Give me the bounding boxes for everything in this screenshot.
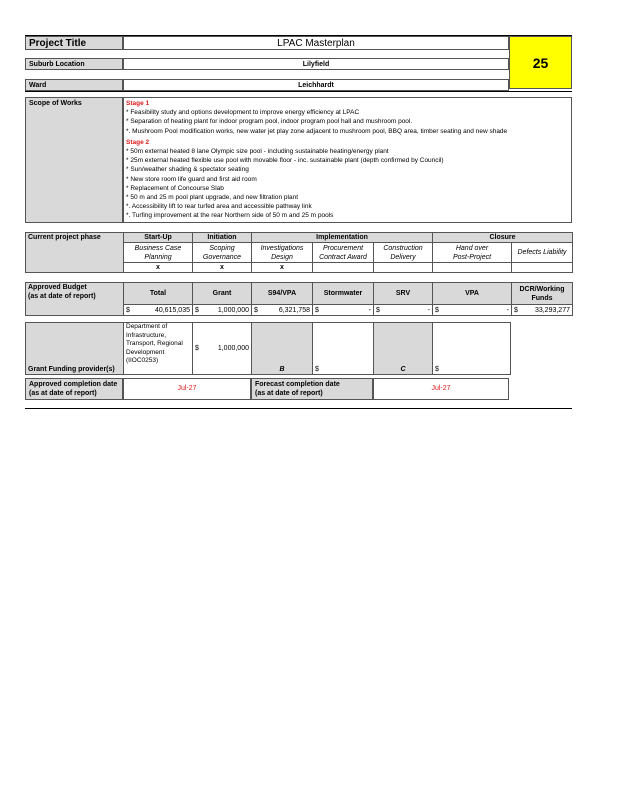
stage2-item: * New store room life guard and first aid room — [126, 175, 257, 183]
phase-stage — [512, 243, 573, 263]
budget-value: 6,321,758 — [278, 306, 310, 314]
phase-stage-line1: Hand over — [455, 244, 489, 252]
budget-header: Total — [124, 283, 193, 305]
stage1-item: * Separation of heating plant for indoor program pool, indoor program pool hall and mushroom pool. — [126, 118, 413, 126]
budget-header: S94/VPA — [252, 283, 313, 305]
stage2-item: *. Turfing improvement at the rear Northern side of 50 m and 25 m pools — [126, 212, 334, 220]
project-title-value: LPAC Masterplan — [123, 36, 509, 50]
phase-stage — [374, 243, 433, 263]
phase-group-implementation: Implementation — [252, 233, 433, 243]
budget-currency: $ — [195, 306, 199, 314]
phase-stage-line2: Contract Award — [319, 253, 367, 261]
header-rule — [25, 91, 572, 92]
budget-value-cell — [512, 305, 573, 316]
ward-value: Leichhardt — [123, 79, 509, 91]
budget-value: - — [368, 306, 371, 314]
budget-value-cell — [252, 305, 313, 316]
stage2-item: *. Accessibility lift to rear turfed area and accessible pathway link — [126, 203, 312, 211]
budget-currency: $ — [514, 306, 518, 314]
phase-stage-line1: Defects Liability — [517, 249, 567, 256]
phase-group-startup: Start-Up — [124, 233, 193, 243]
grant-b: B — [252, 323, 313, 375]
phase-stage — [124, 243, 193, 263]
forecast-completion-value: Jul-27 — [373, 378, 509, 400]
stage1-item: *. Mushroom Pool modification works, new water jet play zone adjacent to mushroom pool, BBQ area, timber seating and new shade — [126, 127, 508, 135]
phase-stage-line1: Construction — [383, 244, 423, 252]
approved-label-line1: Approved completion date — [29, 381, 118, 388]
grant-provider: Department of Infrastructure, Transport, Regional Development (IIOC0253) — [124, 323, 193, 375]
phase-mark: x — [252, 263, 313, 273]
budget-currency: $ — [126, 306, 130, 314]
phase-mark: x — [124, 263, 193, 273]
approved-label-line2: (as at date of report) — [29, 390, 97, 397]
suburb-label: Suburb Location — [25, 58, 123, 70]
grant-blank-2: $ — [433, 323, 511, 375]
phase-stage-line1: Procurement — [322, 244, 364, 252]
budget-value: - — [506, 306, 509, 314]
stage2-item: * Replacement of Concourse Slab — [126, 184, 224, 192]
budget-header: VPA — [433, 283, 512, 305]
phase-stage — [313, 243, 374, 263]
phase-mark — [512, 263, 573, 273]
suburb-value: Lilyfield — [123, 58, 509, 70]
forecast-label-line2: (as at date of report) — [255, 390, 323, 397]
phase-stage-line2: Design — [271, 253, 293, 261]
stage2-item: * 25m external heated flexible use pool with movable floor - inc. sustainable plant (depth confirmed by Council) — [126, 157, 444, 165]
project-title-label: Project Title — [25, 36, 123, 50]
bottom-rule — [25, 408, 572, 409]
phase-mark — [433, 263, 512, 273]
phase-stage-line1: Scoping — [209, 244, 235, 252]
budget-header: Stormwater — [313, 283, 374, 305]
budget-value-cell — [374, 305, 433, 316]
grant-blank-1: $ — [313, 323, 374, 375]
phase-table — [25, 232, 573, 273]
approved-completion-label — [25, 378, 123, 400]
forecast-label-line1: Forecast completion date — [255, 381, 340, 388]
stage2-title: Stage 2 — [126, 138, 150, 146]
grant-currency: $ — [195, 345, 199, 352]
phase-stage — [193, 243, 252, 263]
budget-value: 1,000,000 — [217, 306, 249, 314]
budget-currency: $ — [315, 306, 319, 314]
phase-stage — [433, 243, 512, 263]
phase-stage-line2: Governance — [202, 253, 242, 261]
budget-value-cell — [124, 305, 193, 316]
budget-label-line1: Approved Budget — [28, 284, 87, 291]
budget-currency: $ — [435, 306, 439, 314]
ward-label: Ward — [25, 79, 123, 91]
phase-mark — [313, 263, 374, 273]
budget-value-cell — [313, 305, 374, 316]
phase-stage-line1: Business Case — [134, 244, 182, 252]
stage2-item: * 50 m and 25 m pool plant upgrade, and new filtration plant — [126, 194, 299, 202]
phase-group-closure: Closure — [433, 233, 573, 243]
forecast-completion-label — [251, 378, 373, 400]
stage2-item: * 50m external heated 8 lane Olympic size pool - including sustainable heating/energy plant — [126, 148, 389, 156]
budget-label-line2: (as at date of report) — [28, 293, 96, 300]
approved-completion-value: Jul-27 — [123, 378, 251, 400]
scope-content — [123, 97, 572, 223]
project-number: 25 — [509, 36, 572, 89]
phase-mark: x — [193, 263, 252, 273]
phase-stage-line2: Delivery — [390, 253, 416, 261]
budget-header: Grant — [193, 283, 252, 305]
scope-label: Scope of Works — [25, 97, 123, 223]
phase-group-initiation: Initiation — [193, 233, 252, 243]
budget-table — [25, 282, 573, 316]
budget-value-cell — [433, 305, 512, 316]
phase-label: Current project phase — [26, 233, 124, 273]
budget-header: DCR/Working Funds — [512, 283, 573, 305]
phase-stage — [252, 243, 313, 263]
grant-table — [25, 322, 511, 375]
stage1-item: * Feasibility study and options development to improve energy efficiency at LPAC — [126, 109, 360, 117]
grant-amount: 1,000,000 — [217, 345, 249, 352]
grant-amount-cell — [193, 323, 252, 375]
budget-label — [26, 283, 124, 316]
phase-mark — [374, 263, 433, 273]
phase-stage-line1: Investigations — [260, 244, 304, 252]
budget-currency: $ — [254, 306, 258, 314]
budget-value: 40,615,035 — [154, 306, 190, 314]
stage1-list — [126, 108, 569, 136]
budget-value: - — [427, 306, 430, 314]
stage2-item: * Sun/weather shading & spectator seating — [126, 166, 249, 174]
budget-header: SRV — [374, 283, 433, 305]
budget-value-cell — [193, 305, 252, 316]
grant-label: Grant Funding provider(s) — [26, 323, 124, 375]
grant-c: C — [374, 323, 433, 375]
phase-stage-line2: Planning — [144, 253, 172, 261]
budget-value: 33,293,277 — [534, 306, 570, 314]
phase-stage-line2: Post-Project — [452, 253, 492, 261]
stage1-title: Stage 1 — [126, 100, 150, 107]
budget-currency: $ — [376, 306, 380, 314]
stage2-list — [126, 147, 569, 221]
